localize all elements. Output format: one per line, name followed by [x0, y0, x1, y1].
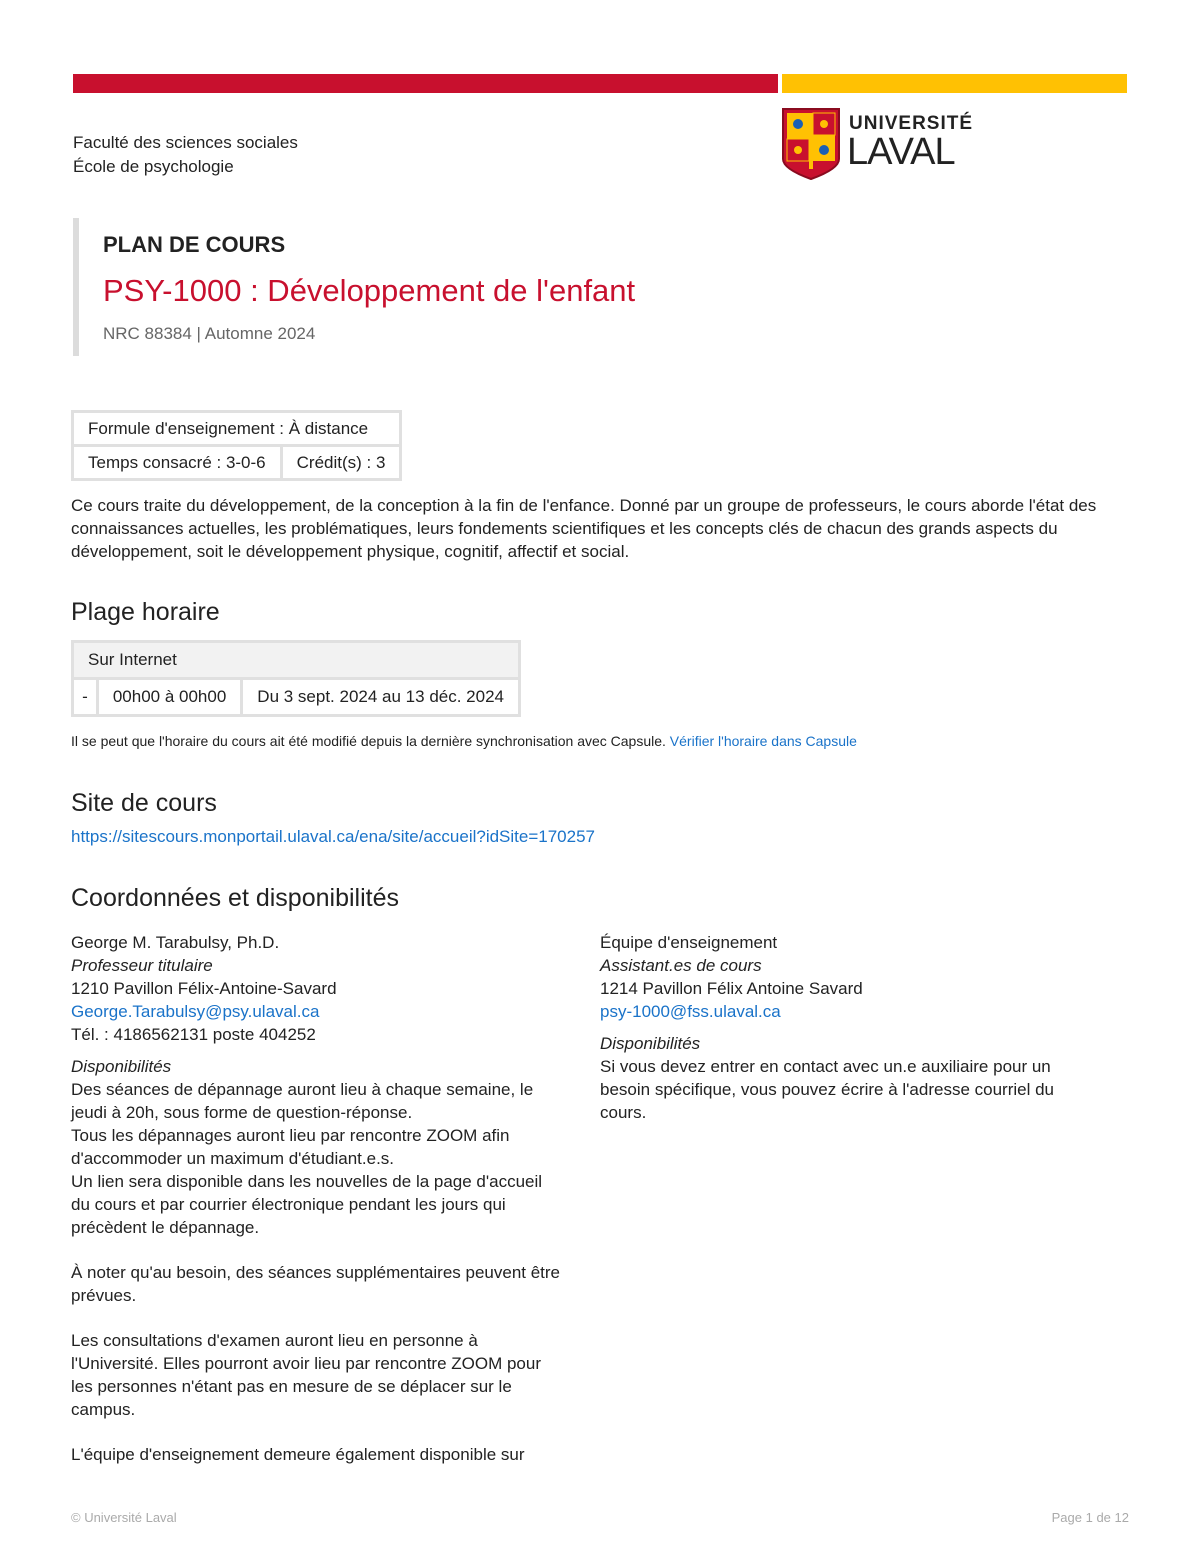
team-availability-label: Disponibilités: [600, 1034, 701, 1053]
professor-availability-5: Les consultations d'examen auront lieu en personne à l'Université. Elles pourront avoir lieu par rencontre ZOOM pour les personnes n'étant pas en mesure de se déplacer sur le campus.: [71, 1331, 541, 1419]
table-row: [73, 679, 520, 716]
logo-text-bottom: LAVAL: [847, 131, 955, 173]
schedule-table: [71, 640, 521, 717]
formule-cell: Formule d'enseignement : À distance: [73, 412, 401, 446]
header-bar-red: [73, 74, 778, 93]
faculty-block: [73, 131, 298, 179]
schedule-mode: Sur Internet: [73, 642, 520, 679]
course-info-table: [71, 410, 402, 481]
faculty-name: Faculté des sciences sociales: [73, 133, 298, 152]
section-heading-plage: Plage horaire: [71, 598, 220, 626]
professor-availability-1: Des séances de dépannage auront lieu à chaque semaine, le jeudi à 20h, sous forme de question-réponse.: [71, 1080, 534, 1122]
schedule-day: -: [73, 679, 98, 716]
team-availability-1: Si vous devez entrer en contact avec un.e auxiliaire pour un besoin spécifique, vous pouvez écrire à l'adresse courriel du cours.: [600, 1057, 1054, 1122]
schedule-dates: Du 3 sept. 2024 au 13 déc. 2024: [242, 679, 520, 716]
university-logo: [781, 107, 974, 183]
shield-icon: [781, 107, 841, 180]
professor-phone: Tél. : 4186562131 poste 404252: [71, 1025, 316, 1044]
professor-office: 1210 Pavillon Félix-Antoine-Savard: [71, 979, 337, 998]
professor-email-link[interactable]: George.Tarabulsy@psy.ulaval.ca: [71, 1002, 320, 1021]
logo-text-top: UNIVERSITÉ: [849, 113, 974, 134]
course-site-link[interactable]: https://sitescours.monportail.ulaval.ca/ena/site/accueil?idSite=170257: [71, 827, 596, 846]
professor-availability-6: L'équipe d'enseignement demeure également disponible sur: [71, 1445, 525, 1464]
course-title: PSY-1000 : Développement de l'enfant: [103, 273, 636, 308]
school-name: École de psychologie: [73, 157, 234, 176]
temps-cell: Temps consacré : 3-0-6: [73, 446, 282, 480]
schedule-hours: 00h00 à 00h00: [97, 679, 241, 716]
professor-availability-3: Un lien sera disponible dans les nouvelles de la page d'accueil du cours et par courrier électronique pendant les jours qui précèdent le dépannage.: [71, 1172, 543, 1237]
section-heading-site: Site de cours: [71, 789, 217, 817]
header-bar-gold: [782, 74, 1127, 93]
professor-title: Professeur titulaire: [71, 956, 213, 975]
schedule-note-text: Il se peut que l'horaire du cours ait été modifié depuis la dernière synchronisation avec Capsule.: [71, 733, 666, 749]
header-color-bar: [73, 74, 1127, 93]
footer-page-number: Page 1 de 12: [1051, 1510, 1129, 1525]
schedule-note: [71, 733, 857, 749]
professor-name: George M. Tarabulsy, Ph.D.: [71, 933, 280, 952]
team-title: Assistant.es de cours: [600, 956, 762, 975]
professor-availability-2: Tous les dépannages auront lieu par rencontre ZOOM afin d'accommoder un maximum d'étudiant.e.s.: [71, 1126, 510, 1168]
team-name: Équipe d'enseignement: [600, 933, 778, 952]
footer-copyright: © Université Laval: [71, 1510, 177, 1525]
credits-cell: Crédit(s) : 3: [281, 446, 401, 480]
section-heading-contacts: Coordonnées et disponibilités: [71, 884, 399, 912]
professor-contact: [71, 931, 561, 1466]
capsule-link[interactable]: Vérifier l'horaire dans Capsule: [669, 733, 857, 749]
plan-label: PLAN DE COURS: [103, 232, 286, 257]
course-description: Ce cours traite du développement, de la conception à la fin de l'enfance. Donné par un groupe de professeurs, le cours aborde l'état des connaissances actuelles, les problématiques, leurs fondements scientifiques et les concepts clés de chacun des grands aspects du développement, soit le développement physique, cognitif, affectif et social.: [71, 496, 1097, 561]
team-contact: [600, 931, 1080, 1124]
course-title-block: [73, 218, 773, 356]
team-email-link[interactable]: psy-1000@fss.ulaval.ca: [600, 1002, 781, 1021]
team-office: 1214 Pavillon Félix Antoine Savard: [600, 979, 863, 998]
professor-availability-label: Disponibilités: [71, 1057, 172, 1076]
professor-availability-4: À noter qu'au besoin, des séances supplémentaires peuvent être prévues.: [71, 1263, 561, 1305]
course-meta: NRC 88384 | Automne 2024: [103, 324, 316, 343]
